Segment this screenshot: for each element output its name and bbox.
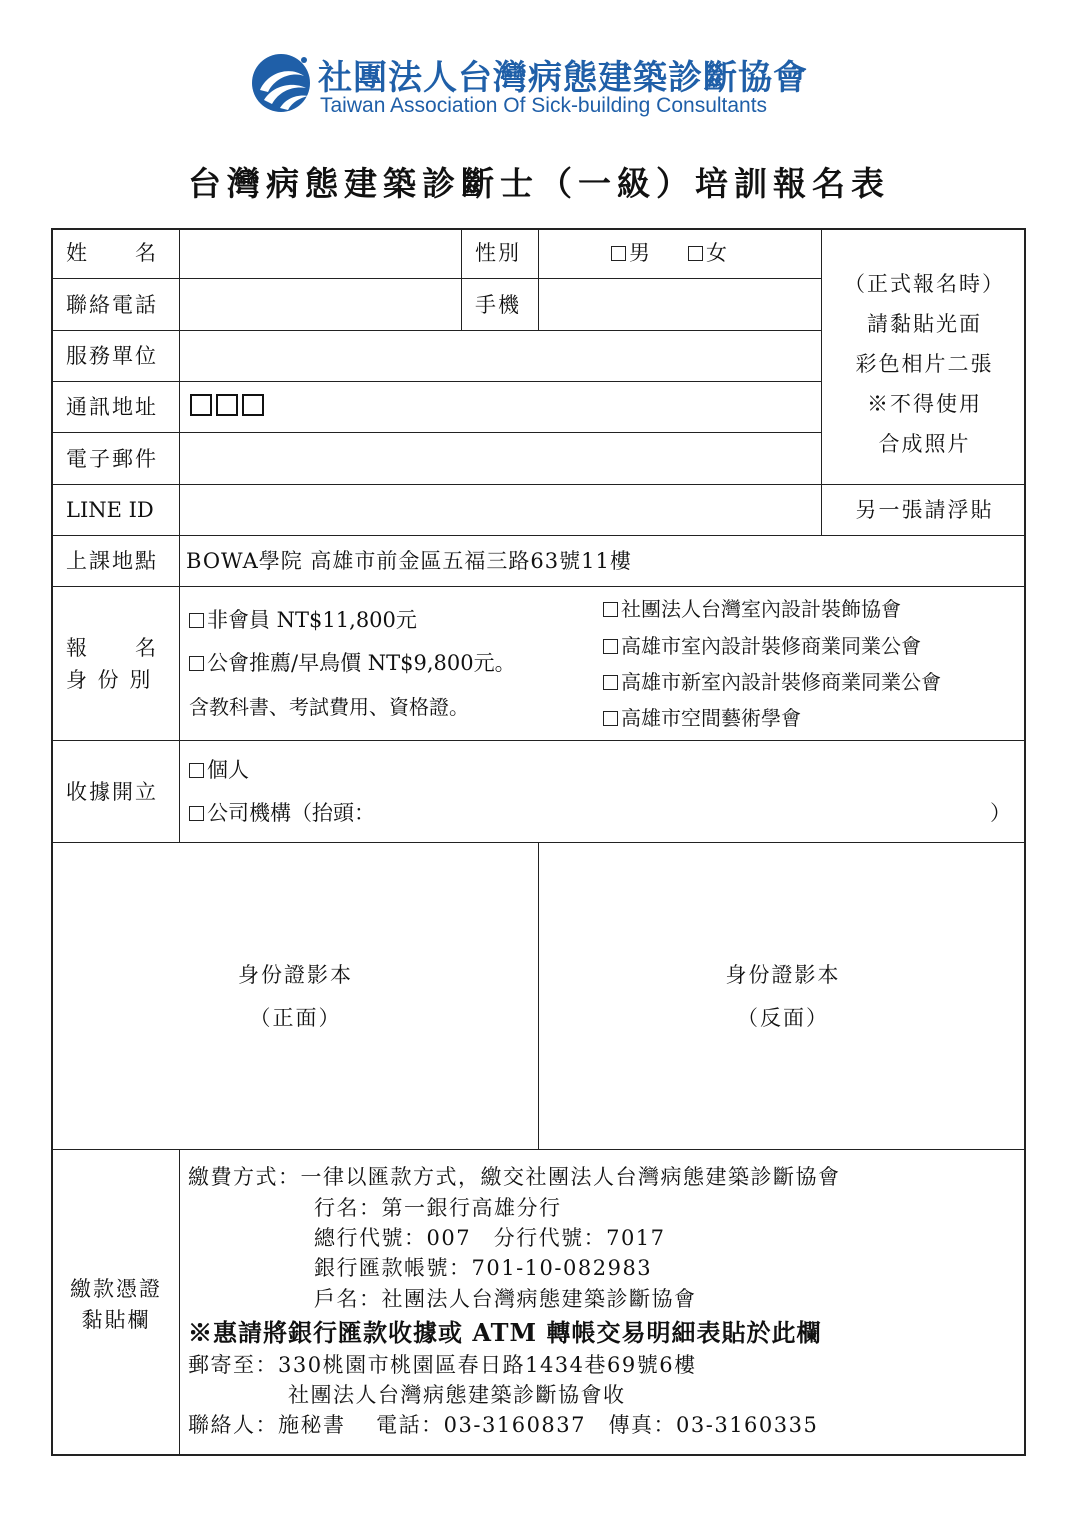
row-divider [51,586,1026,587]
payment-account: 銀行匯款帳號：701-10-082983 [314,1256,653,1280]
id-back-area[interactable] [540,844,1024,1149]
form-title: 台灣病態建築診斷士（一級）培訓報名表 [188,164,890,203]
postal-code-boxes[interactable] [190,394,268,417]
association-checkbox[interactable] [603,639,618,654]
venue-value: BOWA學院 高雄市前金區五福三路63號11樓 [186,549,632,573]
association-checkbox[interactable] [603,675,618,690]
address-label: 通訊地址 [66,395,158,419]
postal-code-box[interactable] [216,394,238,416]
contact-info: 聯絡人：施秘書 電話：03-3160837 傳真：03-3160335 [188,1413,819,1437]
photo-extra-note: 另一張請浮貼 [855,498,994,522]
gender-label: 性別 [475,241,521,265]
receipt-company-close: ） [990,801,1011,825]
mobile-label: 手機 [475,293,521,317]
receipt-personal-text: 個人 [207,758,249,782]
association-option[interactable] [603,708,801,728]
gender-female-option[interactable] [688,243,727,264]
mail-to-address: 郵寄至：330桃園市桃園區春日路1434巷69號6樓 [188,1353,697,1377]
name-field[interactable] [181,230,459,277]
row-divider [51,740,1026,741]
payment-notice: ※惠請將銀行匯款收據或 ATM 轉帳交易明細表貼於此欄 [188,1318,822,1347]
email-field[interactable] [181,434,819,482]
payment-label-line1: 繳款憑證 [70,1277,162,1301]
column-divider [461,228,462,330]
gender-male-text: 男 [629,241,650,265]
payment-method: 繳費方式：一律以匯款方式，繳交社團法人台灣病態建築診斷協會 [188,1165,841,1189]
id-back-title: 身份證影本 [725,963,841,987]
recommended-option[interactable] [189,653,516,674]
mail-recipient: 社團法人台灣病態建築診斷協會收 [288,1383,626,1407]
association-option[interactable] [603,599,901,619]
photo-line: 請黏貼光面 [867,312,982,336]
column-divider [179,228,180,842]
receipt-label: 收據開立 [66,780,158,804]
association-logo [250,52,312,114]
gender-male-checkbox[interactable] [611,246,626,261]
id-front-area[interactable] [53,844,538,1149]
receipt-personal-option[interactable] [189,760,249,781]
postal-code-box[interactable] [190,394,212,416]
row-divider [51,381,821,382]
photo-line: ※不得使用 [867,392,982,416]
org-name-chinese: 社團法人台灣病態建築診斷協會 [318,58,808,98]
employer-field[interactable] [181,332,819,380]
column-divider [538,228,539,330]
photo-line: 彩色相片二張 [855,352,994,376]
gender-female-checkbox[interactable] [688,246,703,261]
non-member-checkbox[interactable] [189,613,204,628]
association-text: 高雄市空間藝術學會 [621,706,801,730]
gender-male-option[interactable] [611,243,650,264]
line-id-field[interactable] [181,486,819,534]
id-front-side: （正面） [249,1006,342,1030]
receipt-company-option[interactable] [189,803,375,824]
column-divider [538,842,539,1149]
row-divider [51,432,821,433]
association-option[interactable] [603,636,921,656]
row-divider [51,278,821,279]
includes-note: 含教科書、考試費用、資格證。 [189,695,469,719]
row-divider [51,330,821,331]
receipt-personal-checkbox[interactable] [189,763,204,778]
association-text: 社團法人台灣室內設計裝飾協會 [621,597,901,621]
name-label: 姓 名 [66,241,158,265]
id-back-side: （反面） [737,1006,829,1030]
receipt-company-checkbox[interactable] [189,806,204,821]
association-option[interactable] [603,672,941,692]
payment-payee: 戶名：社團法人台灣病態建築診斷協會 [314,1287,697,1311]
recommended-text: 公會推薦/早鳥價 NT$9,800元。 [207,651,516,675]
id-front-title: 身份證影本 [238,963,353,987]
payment-bank: 行名：第一銀行高雄分行 [314,1196,562,1220]
payment-codes: 總行代號：007 分行代號：7017 [314,1226,666,1250]
association-text: 高雄市室內設計裝修商業同業公會 [621,634,921,658]
postal-code-box[interactable] [242,394,264,416]
association-text: 高雄市新室內設計裝修商業同業公會 [621,670,941,694]
gender-female-text: 女 [706,241,727,265]
row-divider [51,535,1026,536]
identity-label-line1: 報 名 [66,636,158,660]
payment-label-line2: 黏貼欄 [81,1308,151,1332]
association-checkbox[interactable] [603,711,618,726]
photo-line: （正式報名時） [844,272,1005,296]
row-divider [51,1149,1026,1150]
identity-label-line2: 身 份 別 [66,668,153,692]
non-member-text: 非會員 NT$11,800元 [207,608,417,632]
non-member-option[interactable] [189,610,417,631]
photo-line: 合成照片 [878,432,971,456]
employer-label: 服務單位 [66,344,158,368]
venue-label: 上課地點 [66,549,158,573]
recommended-checkbox[interactable] [189,656,204,671]
association-checkbox[interactable] [603,602,618,617]
row-divider [51,484,1026,485]
photo-instructions [823,264,1026,464]
email-label: 電子郵件 [66,447,158,471]
column-divider [179,1149,180,1456]
phone-label: 聯絡電話 [66,293,158,317]
phone-field[interactable] [181,280,459,328]
column-divider [821,228,822,535]
receipt-company-text: 公司機構（抬頭： [207,801,375,825]
line-id-label: LINE ID [66,498,154,522]
mobile-field[interactable] [540,280,819,328]
org-name-english: Taiwan Association Of Sick-building Consultants [320,94,768,117]
